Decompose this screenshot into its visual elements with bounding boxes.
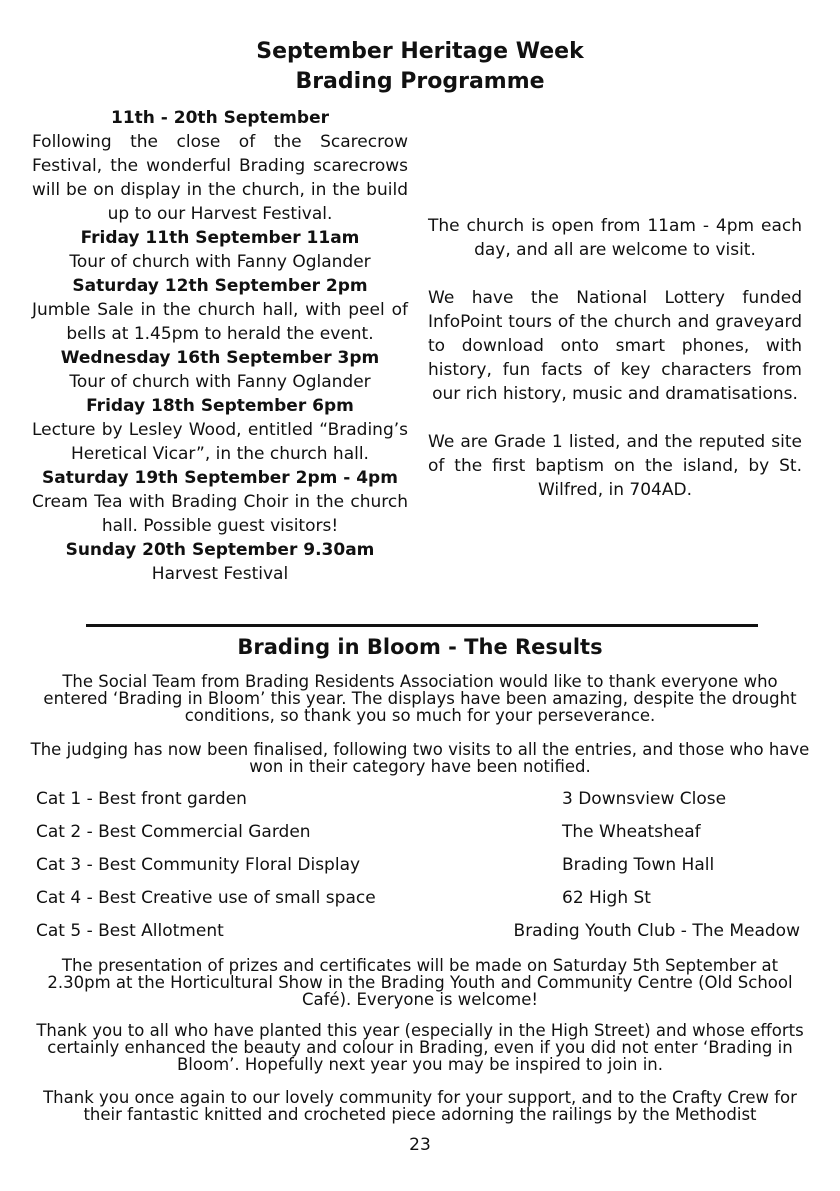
- category-winner: 3 Downsview Close: [562, 789, 727, 809]
- results-list: [36, 787, 800, 952]
- category-label: Cat 2 - Best Commercial Garden: [36, 822, 311, 842]
- event-description: Jumble Sale in the church hall, with peel of bells at 1.45pm to herald the event.: [32, 300, 408, 344]
- page-number: 23: [409, 1135, 431, 1155]
- category-label: Cat 4 - Best Creative use of small space: [36, 888, 376, 908]
- event-description: Following the close of the Scarecrow Festival, the wonderful Brading scarecrows will be on display in the church, in the build up to our Harvest Festival.: [32, 132, 408, 224]
- result-row: [36, 919, 800, 952]
- church-info-column: [428, 214, 802, 526]
- result-row: [36, 820, 800, 853]
- result-row: [36, 886, 800, 919]
- infopoint-tours-text: We have the National Lottery funded InfoPoint tours of the church and graveyard to download onto smart phones, with history, fun facts of key characters from our rich history, music and dramatisations.: [428, 288, 802, 404]
- event-description: Harvest Festival: [151, 564, 289, 584]
- event-description: Cream Tea with Brading Choir in the church hall. Possible guest visitors!: [32, 492, 408, 536]
- bloom-title: Brading in Bloom - The Results: [237, 635, 603, 659]
- bloom-intro: The Social Team from Brading Residents Association would like to thank everyone who entered ‘Brading in Bloom’ this year. The displays have been amazing, despite the drought conditions, so thank you so much for your perseverance.: [43, 672, 797, 725]
- event-description: Tour of church with Fanny Oglander: [69, 372, 371, 392]
- presentation-notice: The presentation of prizes and certificates will be made on Saturday 5th September at 2.30pm at the Horticultural Show in the Brading Youth and Community Centre (Old School Café). Everyone is welcome!: [47, 956, 793, 1009]
- event-description: Tour of church with Fanny Oglander: [69, 252, 371, 272]
- event-heading: Friday 18th September 6pm: [86, 396, 354, 416]
- event-heading: 11th - 20th September: [111, 108, 329, 128]
- thanks-planters: Thank you to all who have planted this year (especially in the High Street) and whose efforts certainly enhanced the beauty and colour in Brading, even if you did not enter ‘Brading in Bloom’. Hopefully next year you may be inspired to join in.: [36, 1021, 804, 1074]
- bloom-judging: The judging has now been finalised, following two visits to all the entries, and those who have won in their category have been notified.: [30, 740, 810, 776]
- event-heading: Saturday 19th September 2pm - 4pm: [42, 468, 398, 488]
- category-winner: The Wheatsheaf: [562, 822, 701, 842]
- category-label: Cat 5 - Best Allotment: [36, 921, 224, 941]
- result-row: [36, 853, 800, 886]
- section-divider: [86, 624, 758, 627]
- event-heading: Friday 11th September 11am: [80, 228, 360, 248]
- thanks-community: Thank you once again to our lovely community for your support, and to the Crafty Crew for their fantastic knitted and crocheted piece adorning the railings by the Methodist: [43, 1088, 797, 1124]
- programme-column: [32, 106, 408, 586]
- category-winner: Brading Town Hall: [562, 855, 715, 875]
- heritage-title-line-2: Brading Programme: [295, 69, 545, 94]
- event-description: Lecture by Lesley Wood, entitled “Brading’s Heretical Vicar”, in the church hall.: [32, 420, 408, 464]
- event-heading: Sunday 20th September 9.30am: [65, 540, 375, 560]
- category-label: Cat 1 - Best front garden: [36, 789, 247, 809]
- grade-listed-text: We are Grade 1 listed, and the reputed site of the first baptism on the island, by St. Wilfred, in 704AD.: [428, 432, 802, 500]
- event-heading: Wednesday 16th September 3pm: [60, 348, 380, 368]
- event-heading: Saturday 12th September 2pm: [72, 276, 368, 296]
- church-opening-text: The church is open from 11am - 4pm each day, and all are welcome to visit.: [428, 216, 802, 260]
- category-winner: Brading Youth Club - The Meadow: [513, 921, 800, 941]
- category-winner: 62 High St: [562, 888, 651, 908]
- category-label: Cat 3 - Best Community Floral Display: [36, 855, 361, 875]
- heritage-title-line-1: September Heritage Week: [256, 39, 584, 64]
- result-row: [36, 787, 800, 820]
